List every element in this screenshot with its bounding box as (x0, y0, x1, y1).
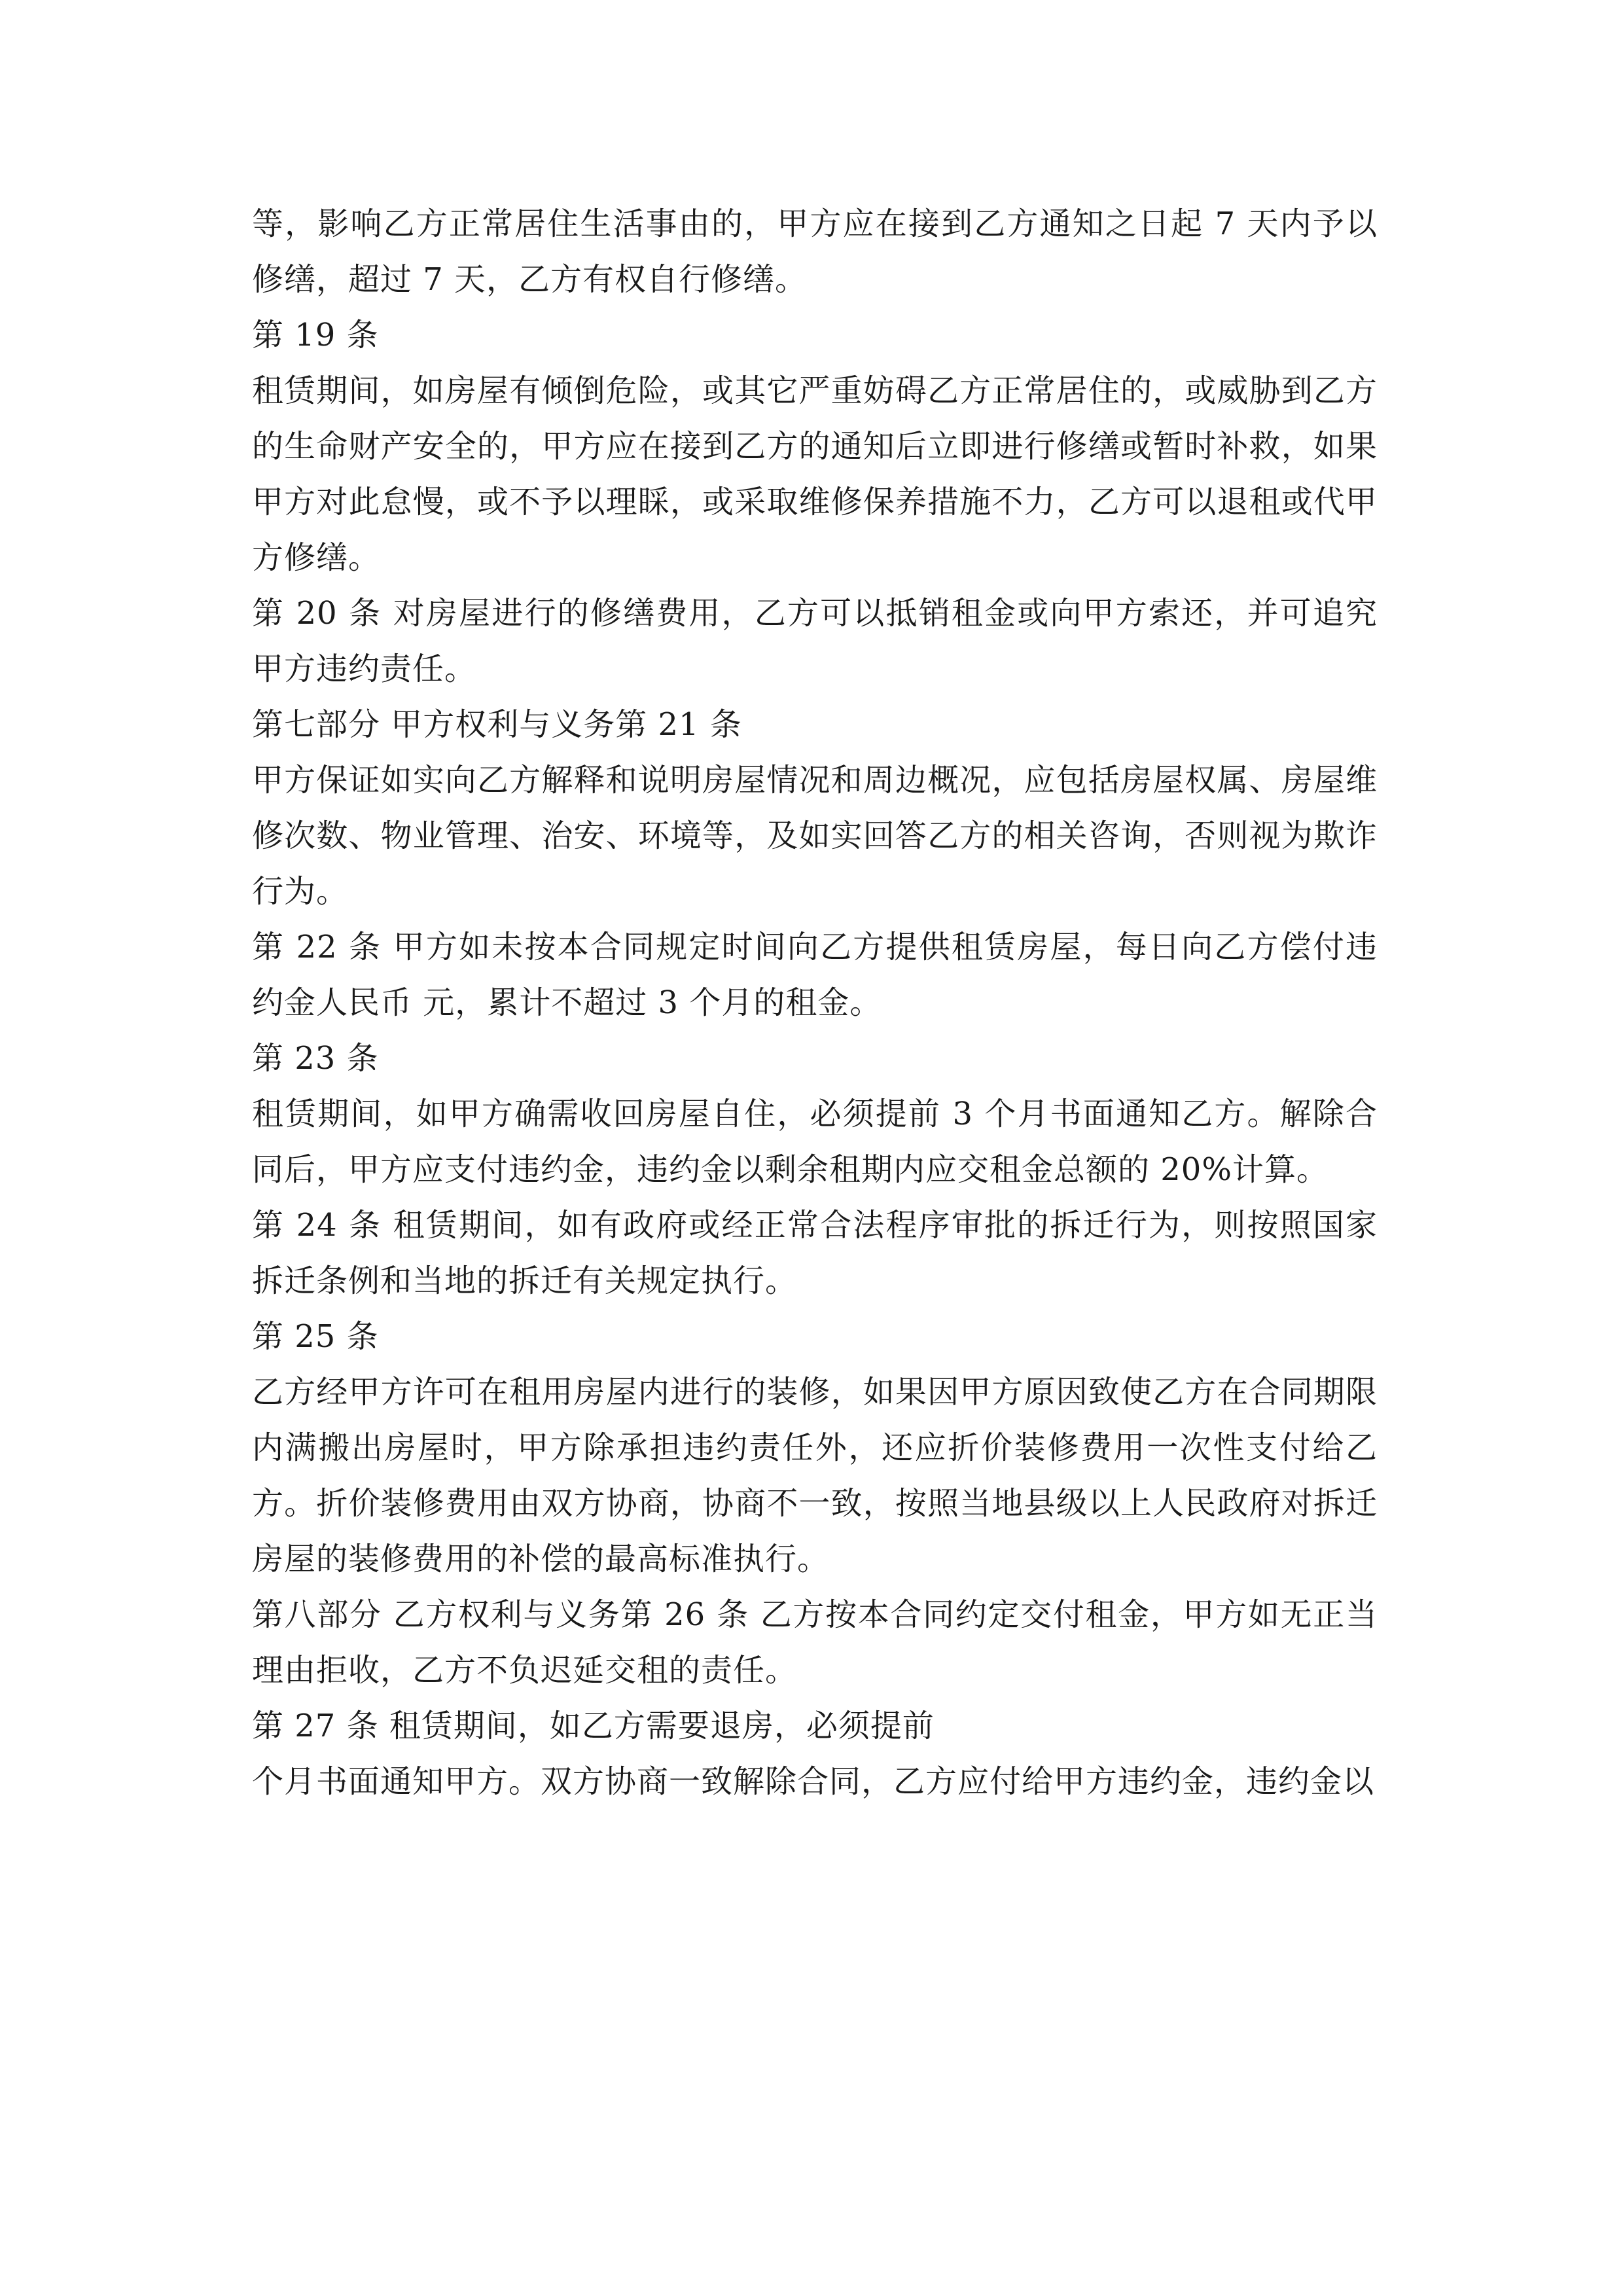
paragraph-repair-clause-continued: 等，影响乙方正常居住生活事由的，甲方应在接到乙方通知之日起 7 天内予以修缮，超过 7 天，乙方有权自行修缮。 (252, 206, 1378, 298)
article-24: 第 24 条 租赁期间，如有政府或经正常合法程序审批的拆迁行为，则按照国家拆迁条例和当地的拆迁有关规定执行。 (252, 1207, 1378, 1299)
article-27-continued: 个月书面通知甲方。双方协商一致解除合同，乙方应付给甲方违约金，违约金以 (252, 1763, 1375, 1800)
document-page (252, 196, 1378, 1810)
article-27: 第 27 条 租赁期间，如乙方需要退房，必须提前 (252, 1708, 935, 1744)
article-19-body: 租赁期间，如房屋有倾倒危险，或其它严重妨碍乙方正常居住的，或威胁到乙方的生命财产安全的，甲方应在接到乙方的通知后立即进行修缮或暂时补救，如果甲方对此怠慢，或不予以理睬，或采取维修保养措施不力，乙方可以退租或代甲方修缮。 (252, 372, 1378, 576)
article-23-heading: 第 23 条 (252, 1040, 379, 1077)
article-22: 第 22 条 甲方如未按本合同规定时间向乙方提供租赁房屋，每日向乙方偿付违约金人民币 元，累计不超过 3 个月的租金。 (252, 929, 1378, 1021)
part-8-article-26: 第八部分 乙方权利与义务第 26 条 乙方按本合同约定交付租金，甲方如无正当理由拒收，乙方不负迟延交租的责任。 (252, 1596, 1378, 1689)
article-21-body: 甲方保证如实向乙方解释和说明房屋情况和周边概况，应包括房屋权属、房屋维修次数、物业管理、治安、环境等，及如实回答乙方的相关咨询，否则视为欺诈行为。 (252, 762, 1378, 910)
article-20: 第 20 条 对房屋进行的修缮费用，乙方可以抵销租金或向甲方索还，并可追究甲方违约责任。 (252, 595, 1378, 687)
article-23-body: 租赁期间，如甲方确需收回房屋自住，必须提前 3 个月书面通知乙方。解除合同后，甲方应支付违约金，违约金以剩余租期内应交租金总额的 20%计算。 (252, 1096, 1378, 1188)
article-19-heading: 第 19 条 (252, 317, 379, 353)
article-25-heading: 第 25 条 (252, 1318, 379, 1355)
part-7-heading-article-21: 第七部分 甲方权利与义务第 21 条 (252, 706, 742, 743)
article-25-body: 乙方经甲方许可在租用房屋内进行的装修，如果因甲方原因致使乙方在合同期限内满搬出房屋时，甲方除承担违约责任外，还应折价装修费用一次性支付给乙方。折价装修费用由双方协商，协商不一致，按照当地县级以上人民政府对拆迁房屋的装修费用的补偿的最高标准执行。 (252, 1374, 1378, 1577)
